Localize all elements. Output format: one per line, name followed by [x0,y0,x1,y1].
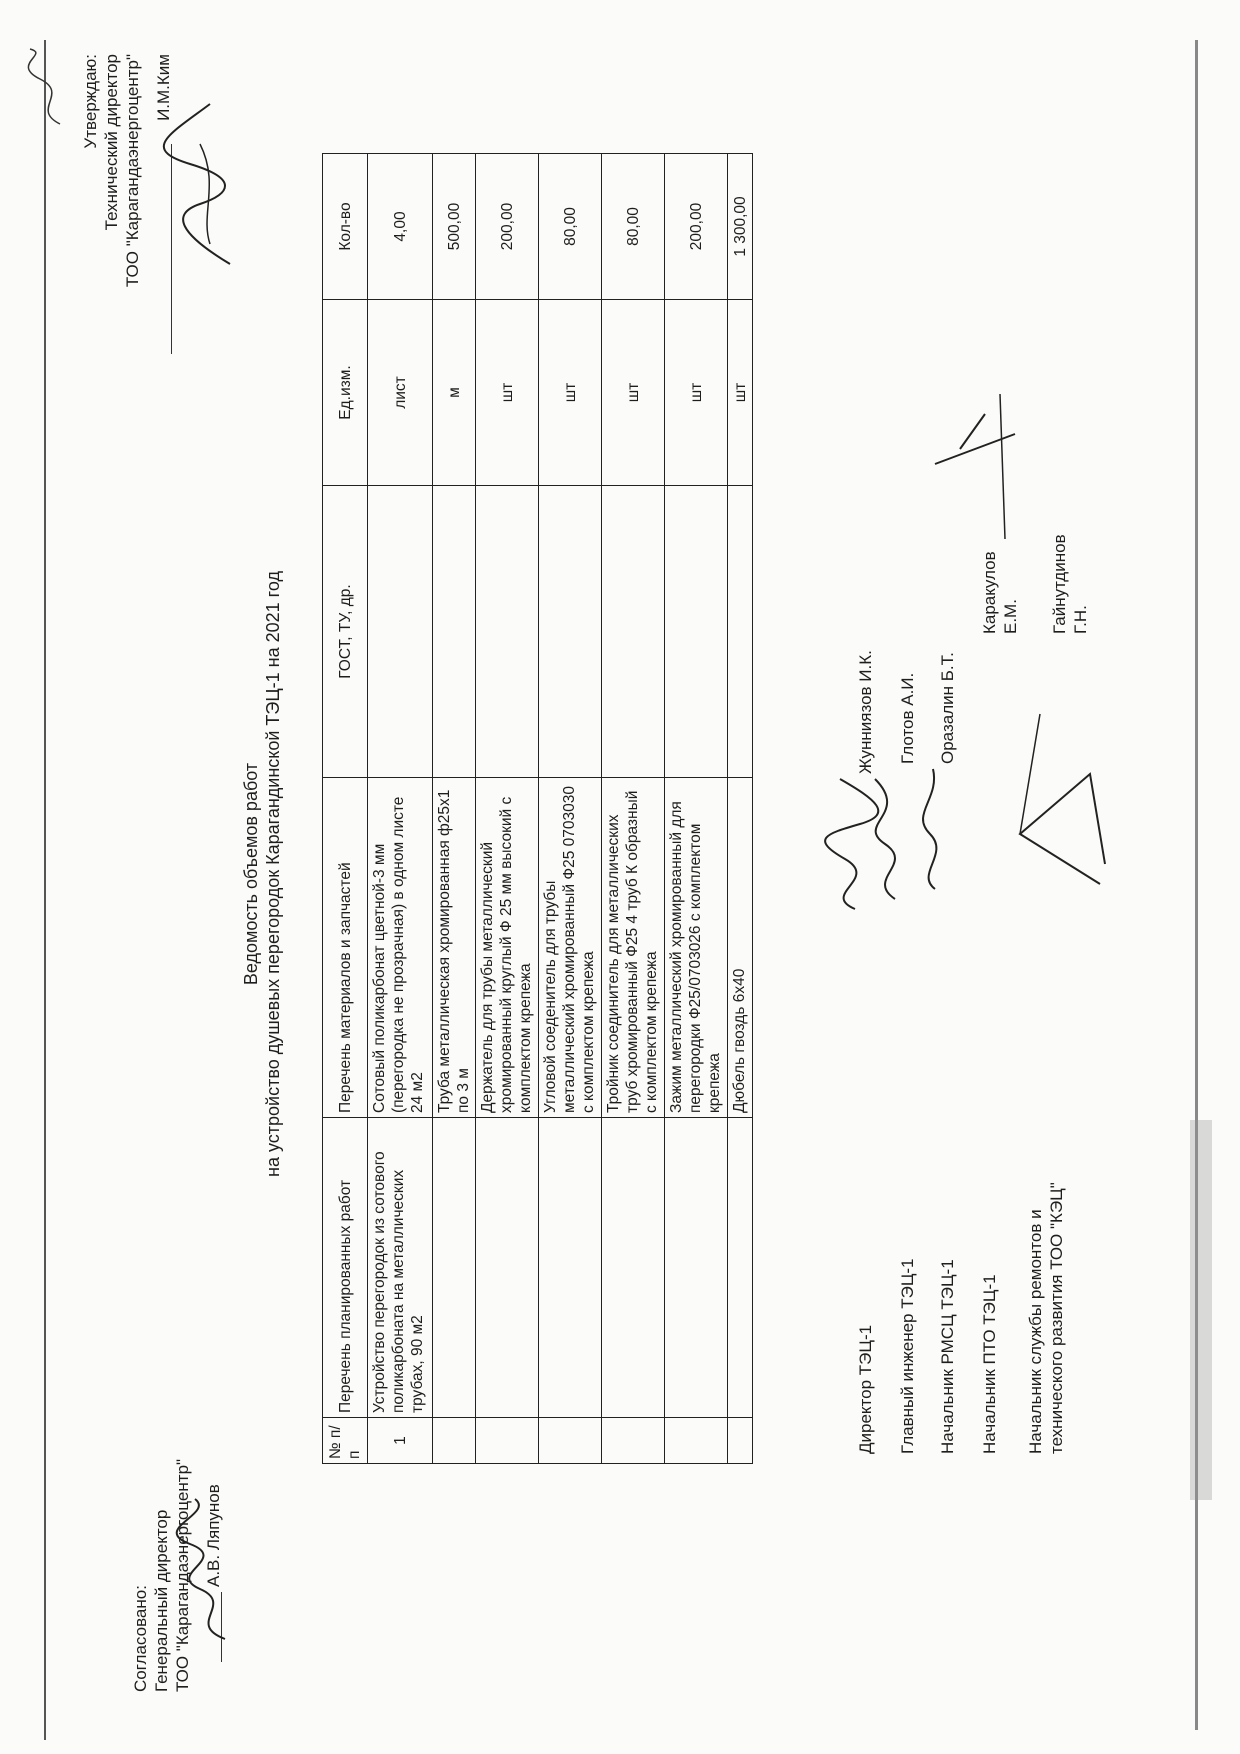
cell-gost [665,486,728,778]
signatory-3 [937,554,958,1454]
signatory-name: Жунниязов И.К. [856,650,875,774]
cell-gost [539,486,602,778]
signatory-5 [1025,534,1090,1454]
document-title [240,424,284,1324]
title-line-1: Ведомость объемов работ [241,762,261,986]
cell-unit: шт [476,300,539,486]
signature-rmsc [905,764,960,894]
table-row [433,154,476,1464]
cell-qty: 200,00 [665,154,728,300]
signatory-name: Оразалин Б.Т. [938,652,957,764]
table-row [539,154,602,1464]
cell-works [433,1118,476,1418]
cell-material: Тройник соединитель для металлических труб хромированный Ф25 4 труб К образный с комплектом крепежа [602,778,665,1118]
approved-position: Технический директор [102,54,121,231]
header-works: Перечень планированных работ [323,1118,368,1418]
cell-works [539,1118,602,1418]
table-row [368,154,433,1464]
corner-mark [20,44,80,134]
title-line-2: на устройство душевых перегородок Карагандинской ТЭЦ-1 на 2021 год [263,571,283,1177]
cell-material: Дюбель гвоздь 6х40 [728,778,753,1118]
cell-works [476,1118,539,1418]
header-unit: Ед.изм. [323,300,368,486]
approved-company: ТОО "Карагандаэнергоцентр" [123,54,142,288]
signatory-position: Директор ТЭЦ-1 [856,1324,875,1454]
table-row [602,154,665,1464]
works-table [322,153,753,1464]
agreed-signature [175,1494,245,1644]
signatory-name: Каракулов Е.М. [980,551,1020,634]
cell-material: Держатель для трубы металлический хромированный круглый Ф 25 мм высокий с комплектом крепежа [476,778,539,1118]
cell-num [728,1418,753,1464]
table-row [665,154,728,1464]
cell-num [602,1418,665,1464]
cell-unit: лист [368,300,433,486]
cell-material: Сотовый поликарбонат цветной-3 мм (перегородка не прозрачная) в одном листе 24 м2 [368,778,433,1118]
agreed-heading: Согласовано: [131,1585,150,1692]
approved-signature [160,94,250,274]
cell-material: Угловой соеденитель для трубы металлический хромированный Ф25 0703030 с комплектом крепежа [539,778,602,1118]
signatory-name: Глотов А.И. [898,672,917,764]
header-gost: ГОСТ, ТУ, др. [323,486,368,778]
cell-unit: м [433,300,476,486]
cell-gost [476,486,539,778]
cell-unit: шт [539,300,602,486]
agreed-name: А.В. Ляпунов [204,1484,223,1587]
signatory-position: Главный инженер ТЭЦ-1 [898,1258,917,1454]
cell-works [728,1118,753,1418]
cell-qty: 1 300,00 [728,154,753,300]
header-materials: Перечень материалов и запчастей [323,778,368,1118]
cell-num [476,1418,539,1464]
cell-qty: 200,00 [476,154,539,300]
cell-gost [433,486,476,778]
signature-pto [930,384,1020,544]
signatory-name: Гайнутдинов Г.Н. [1050,534,1090,634]
cell-works [602,1118,665,1418]
header-num: № п/п [323,1418,368,1464]
cell-gost [728,486,753,778]
cell-num [539,1418,602,1464]
cell-qty: 500,00 [433,154,476,300]
header-qty: Кол-во [323,154,368,300]
cell-unit: шт [728,300,753,486]
cell-qty: 80,00 [539,154,602,300]
cell-works: Устройство перегородок из сотового поликарбоната на металлических трубах, 90 м2 [368,1118,433,1418]
cell-material: Зажим металлический хромированный для перегородки Ф25/0703026 с комплектом крепежа [665,778,728,1118]
signatory-4 [979,551,1020,1454]
approved-heading: Утверждаю: [81,54,100,149]
cell-num [433,1418,476,1464]
table-header-row [323,154,368,1464]
cell-unit: шт [665,300,728,486]
table-row [476,154,539,1464]
cell-num [665,1418,728,1464]
signature-repair-service [1010,704,1120,894]
cell-gost [368,486,433,778]
agreed-position: Генеральный директор [152,1509,171,1692]
agreed-company: ТОО "Карагандаэнергоцентр" [173,1458,192,1692]
signatory-position: Начальник РМСЦ ТЭЦ-1 [938,1259,957,1454]
cell-num: 1 [368,1418,433,1464]
cell-gost [602,486,665,778]
approved-name: И.М.Ким [154,54,173,121]
cell-unit: шт [602,300,665,486]
cell-qty: 4,00 [368,154,433,300]
cell-qty: 80,00 [602,154,665,300]
table-row [728,154,753,1464]
signatory-2 [897,554,918,1454]
signatory-position: Начальник службы ремонтов и технического развития ТОО "КЭЦ" [1026,1182,1066,1454]
signatory-1 [855,554,876,1454]
cell-material: Труба металлическая хромированная ф25х1 по 3 м [433,778,476,1118]
signatory-position: Начальник ПТО ТЭЦ-1 [980,1274,999,1454]
cell-works [665,1118,728,1418]
